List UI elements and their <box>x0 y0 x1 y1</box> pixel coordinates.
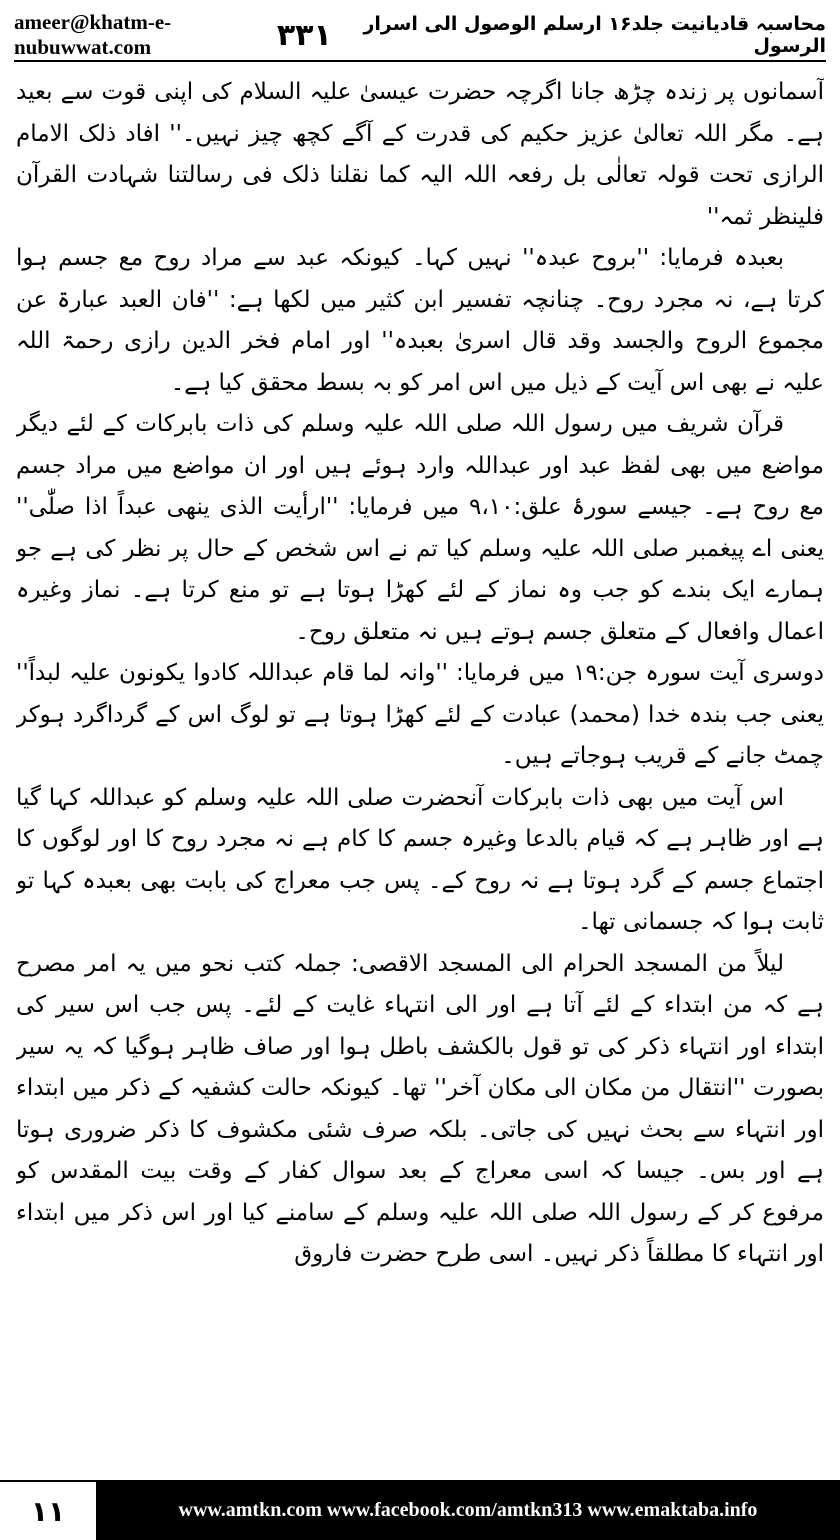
paragraph-2: بعبدہ فرمایا: ''بروح عبدہ'' نہیں کہا۔ کیونکہ عبد سے مراد روح مع جسم ہوا کرتا ہے، نہ مجرد روح۔ چنانچہ تفسیر ابن کثیر میں لکھا ہے: ''فان العبد عبارۃ عن مجموع الروح والجسد وقد قال اسریٰ بعبدہ'' اور امام فخر الدین رازی رحمۃ اللہ علیہ نے بھی اس آیت کے ذیل میں اس امر کو بہ بسط محقق کیا ہے۔ <box>16 245 824 396</box>
book-title: محاسبہ قادیانیت جلد۱۶ ارسلم الوصول الی اسرار الرسول <box>363 13 826 57</box>
page-body <box>16 72 824 1460</box>
header-rule <box>14 60 826 62</box>
header-email: ameer@khatm-e-nubuwwat.com <box>14 10 172 59</box>
folio-number: ۱۱ <box>0 1480 96 1540</box>
paragraph-6: لیلاً من المسجد الحرام الی المسجد الاقصی: جملہ کتب نحو میں یہ امر مصرح ہے کہ من ابتداء کے لئے آتا ہے اور الی انتہاء غایت کے لئے۔ پس جب اس سیر کی ابتداء اور انتہاء ذکر کی تو قول بالکشف باطل ہوا اور صاف ظاہر ہوگیا کہ یہ سیر بصورت ''انتقال من مکان الی مکان آخر'' تھا۔ کیونکہ حالت کشفیہ کے ذکر میں ابتداء اور انتہاء سے بحث نہیں کی جاتی۔ بلکہ صرف شئی مکشوف کا ذکر ضروری ہوتا ہے اور بس۔ جیسا کہ اسی معراج کے بعد سوال کفار کے وقت بیت المقدس کو مرفوع کر کے رسول اللہ صلی اللہ علیہ وسلم کے سامنے کیا اور اس ذکر میں ابتداء اور انتہاء کا مطلقاً ذکر نہیں۔ اسی طرح حضرت فاروق <box>16 950 824 1267</box>
page-number: ۳۳۱ <box>276 17 332 53</box>
paragraph-5: اس آیت میں بھی ذات بابرکات آنحضرت صلی اللہ علیہ وسلم کو عبداللہ کہا گیا ہے اور ظاہر ہے کہ قیام بالدعا وغیرہ جسم کا کام ہے نہ مجرد روح کا اور لوگوں کا اجتماع جسم کے گرد ہوتا ہے نہ روح کے۔ پس جب معراج کی بابت بھی بعبدہ کہا تو ثابت ہوا کہ جسمانی تھا۔ <box>16 784 824 935</box>
paragraph-3: قرآن شریف میں رسول اللہ صلی اللہ علیہ وسلم کی ذات بابرکات کے لئے دیگر مواضع میں بھی لفظ عبد اور عبداللہ وارد ہوئے ہیں اور ان مواضع میں مراد جسم مع روح ہے۔ جیسے سورۂ علق:۹،۱۰ میں فرمایا: ''ارأیت الذی ینھی عبداً اذا صلّٰی'' یعنی اے پیغمبر صلی اللہ علیہ وسلم کیا تم نے اس شخص کے حال پر نظر کی ہے جو ہمارے ایک بندے کو جب وہ نماز کے لئے کھڑا ہوتا ہے تو منع کرتا ہے۔ نماز وغیرہ اعمال وافعال کے متعلق جسم ہوتے ہیں نہ متعلق روح۔ <box>16 411 824 645</box>
footer-bar <box>0 1480 840 1540</box>
footer-urls: www.amtkn.com www.facebook.com/amtkn313 www.emaktaba.info <box>178 1498 758 1521</box>
header-title-group <box>277 13 826 57</box>
paragraph-1: آسمانوں پر زندہ چڑھ جانا اگرچہ حضرت عیسیٰ علیہ السلام کی اپنی قوت سے بعید ہے۔ مگر اللہ تعالیٰ عزیز حکیم کی قدرت کے آگے کچھ چیز نہیں۔'' افاد ذلک الامام الرازی تحت قولہ تعالٰی بل رفعہ اللہ الیہ کما نقلنا ذلک فی رسالتنا شہادت القرآن فلینظر ثمہ'' <box>16 79 824 230</box>
running-header <box>14 12 826 58</box>
paragraph-4: دوسری آیت سورہ جن:۱۹ میں فرمایا: ''وانہ لما قام عبداللہ کادوا یکونون علیہ لبداً'' یعنی جب بندہ خدا (محمد) عبادت کے لئے کھڑا ہوتا ہے تو لوگ اس کے گرداگرد ہوکر چمٹ جانے کے قریب ہوجاتے ہیں۔ <box>16 660 824 769</box>
